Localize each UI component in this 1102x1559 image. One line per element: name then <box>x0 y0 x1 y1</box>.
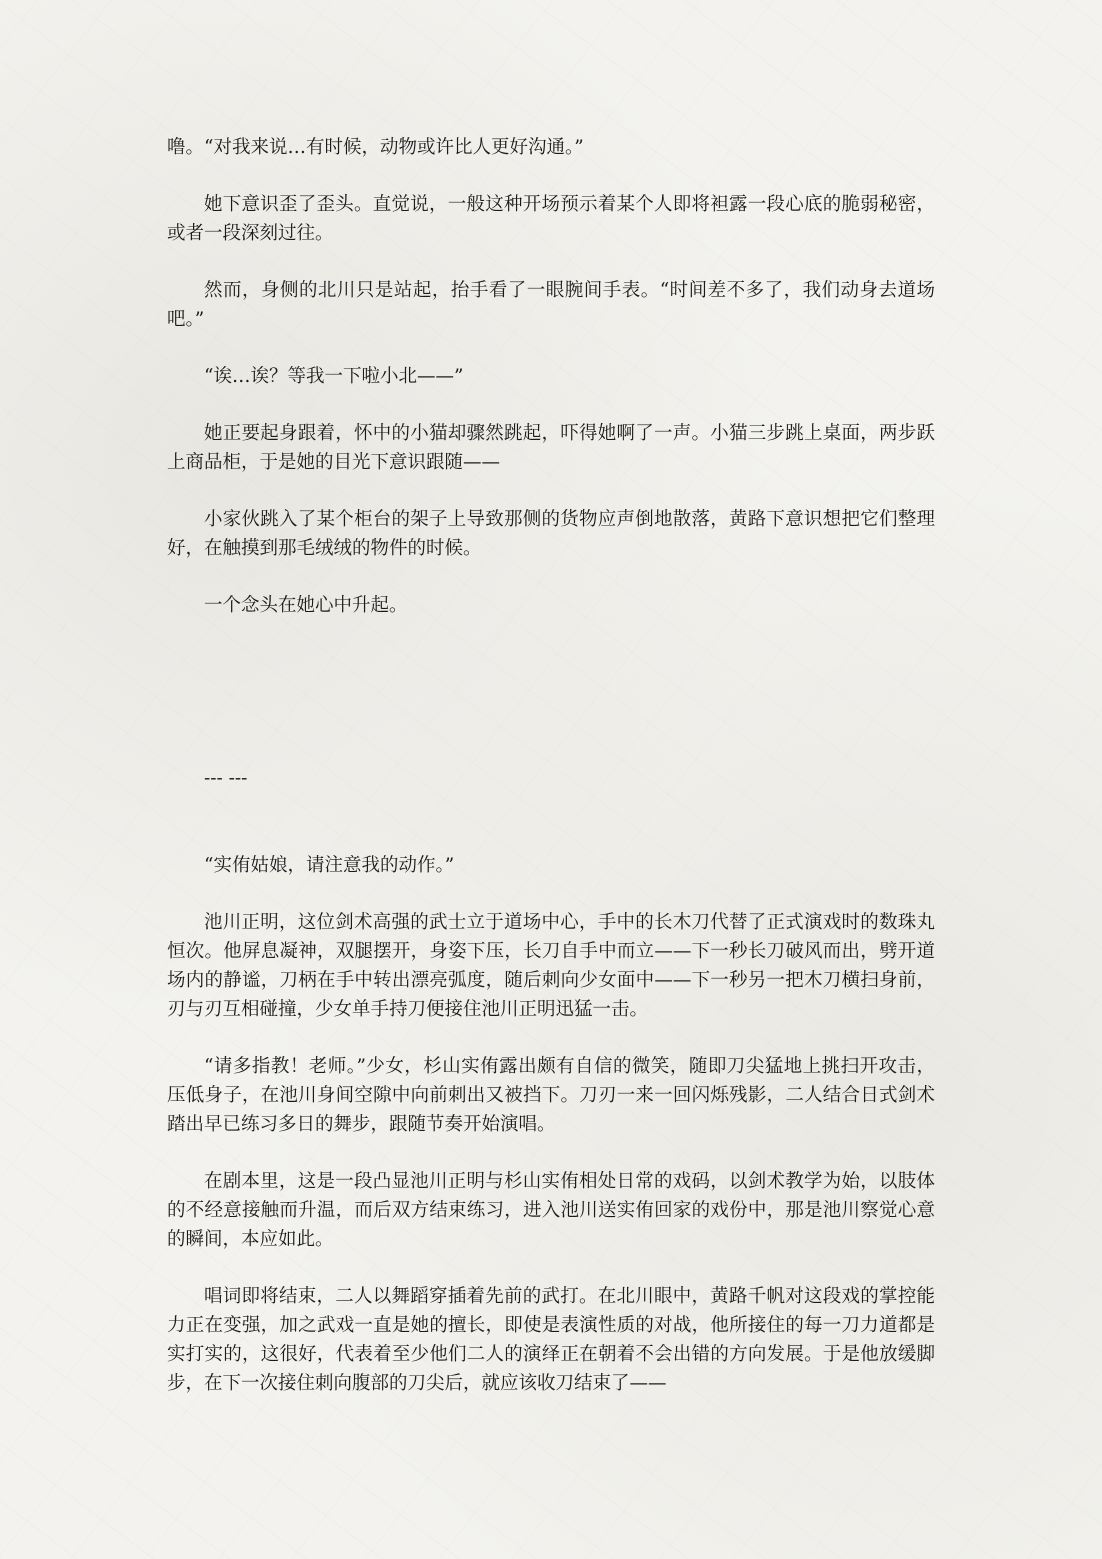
section-gap <box>167 793 935 851</box>
paragraph-gap <box>167 563 935 591</box>
paragraph-6: 小家伙跳入了某个柜台的架子上导致那侧的货物应声倒地散落，黄路下意识想把它们整理好，在触摸到那毛绒绒的物件的时候。 <box>167 509 935 559</box>
paragraph-gap <box>167 1024 935 1052</box>
paragraph-gap <box>167 477 935 505</box>
paragraph-9: 池川正明，这位剑术高强的武士立于道场中心，手中的长木刀代替了正式演戏时的数珠丸恒次。他屏息凝神，双腿摆开，身姿下压，长刀自手中而立——下一秒长刀破风而出，劈开道场内的静谧，刀柄在手中转出漂亮弧度，随后刺向少女面中——下一秒另一把木刀横扫身前，刃与刃互相碰撞，少女单手持刀便接住池川正明迅猛一击。 <box>167 912 935 1020</box>
paragraph-gap <box>167 334 935 362</box>
paragraph-gap <box>167 880 935 908</box>
section-gap <box>167 620 935 764</box>
paragraph-5: 她正要起身跟着，怀中的小猫却骤然跳起，吓得她啊了一声。小猫三步跳上桌面，两步跃上商品柜，于是她的目光下意识跟随—— <box>167 423 935 473</box>
paragraph-gap <box>167 162 935 190</box>
paragraph-8: “实侑姑娘，请注意我的动作。” <box>204 855 455 876</box>
paragraph-1: 噜。“对我来说…有时候，动物或许比人更好沟通。” <box>167 137 584 158</box>
paragraph-gap <box>167 1139 935 1167</box>
document-body <box>167 133 935 1398</box>
paragraph-11: 在剧本里，这是一段凸显池川正明与杉山实侑相处日常的戏码，以剑术教学为始，以肢体的不经意接触而升温，而后双方结束练习，进入池川送实侑回家的戏份中，那是池川察觉心意的瞬间，本应如此。 <box>167 1171 935 1250</box>
paragraph-2: 她下意识歪了歪头。直觉说，一般这种开场预示着某个人即将袒露一段心底的脆弱秘密，或者一段深刻过往。 <box>167 194 935 244</box>
paragraph-10: “请多指教！老师。”少女，杉山实侑露出颇有自信的微笑，随即刀尖猛地上挑扫开攻击，压低身子，在池川身间空隙中向前刺出又被挡下。刀刃一来一回闪烁残影，二人结合日式剑术踏出早已练习多日的舞步，跟随节奏开始演唱。 <box>167 1056 935 1135</box>
section-separator: --- --- <box>204 768 248 789</box>
paragraph-gap <box>167 1254 935 1282</box>
paragraph-7: 一个念头在她心中升起。 <box>204 595 408 616</box>
paragraph-4: “诶…诶？等我一下啦小北——” <box>204 366 464 387</box>
paragraph-12: 唱词即将结束，二人以舞蹈穿插着先前的武打。在北川眼中，黄路千帆对这段戏的掌控能力正在变强，加之武戏一直是她的擅长，即使是表演性质的对战，他所接住的每一刀力道都是实打实的，这很好，代表着至少他们二人的演绎正在朝着不会出错的方向发展。于是他放缓脚步，在下一次接住刺向腹部的刀尖后，就应该收刀结束了—— <box>167 1286 935 1394</box>
paragraph-gap <box>167 248 935 276</box>
paragraph-gap <box>167 391 935 419</box>
paragraph-3: 然而，身侧的北川只是站起，抬手看了一眼腕间手表。“时间差不多了，我们动身去道场吧。” <box>167 280 935 330</box>
